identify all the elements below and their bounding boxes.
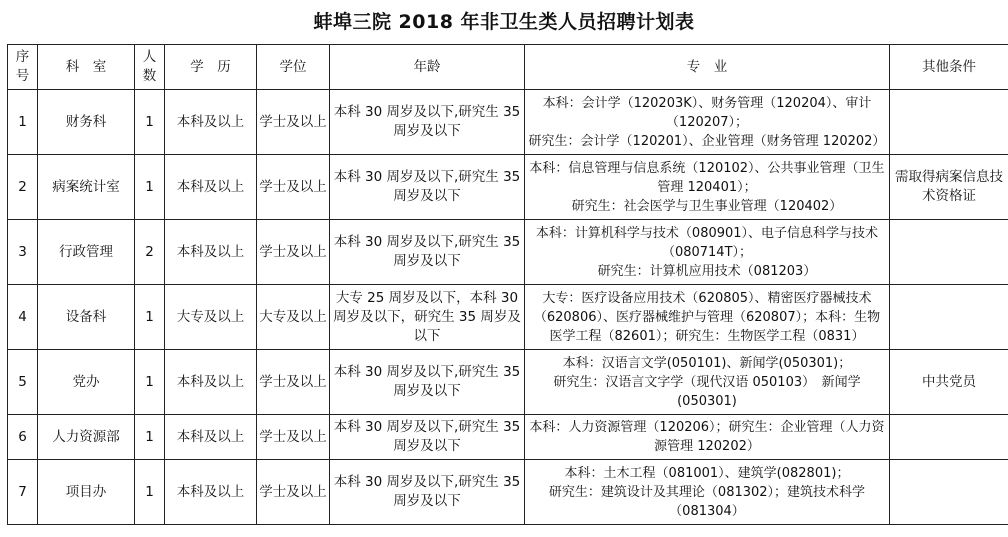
row-age: 本科 30 周岁及以下,研究生 35 周岁及以下 xyxy=(330,155,525,220)
header-degree: 学位 xyxy=(257,45,330,90)
row-index: 5 xyxy=(8,350,38,415)
header-other: 其他条件 xyxy=(890,45,1008,90)
table-row xyxy=(8,285,1008,350)
row-count: 1 xyxy=(135,155,165,220)
row-major xyxy=(525,350,890,415)
table-row xyxy=(8,460,1008,525)
row-count: 1 xyxy=(135,90,165,155)
header-dept: 科 室 xyxy=(38,45,135,90)
row-edu: 本科及以上 xyxy=(165,90,257,155)
row-index: 1 xyxy=(8,90,38,155)
table-row xyxy=(8,155,1008,220)
row-index: 7 xyxy=(8,460,38,525)
header-row xyxy=(8,45,1008,90)
row-edu: 本科及以上 xyxy=(165,460,257,525)
header-age: 年龄 xyxy=(330,45,525,90)
row-count: 1 xyxy=(135,460,165,525)
row-age: 本科 30 周岁及以下,研究生 35 周岁及以下 xyxy=(330,90,525,155)
row-dept: 项目办 xyxy=(38,460,135,525)
major-line: 本科：汉语言文学(050101)、新闻学(050301)； xyxy=(562,355,852,371)
row-age: 大专 25 周岁及以下，本科 30 周岁及以下，研究生 35 周岁及以下 xyxy=(330,285,525,350)
row-count: 1 xyxy=(135,350,165,415)
table-row xyxy=(8,90,1008,155)
row-other xyxy=(890,460,1008,525)
row-dept: 行政管理 xyxy=(38,220,135,285)
row-major xyxy=(525,90,890,155)
row-major xyxy=(525,415,890,460)
table-row xyxy=(8,415,1008,460)
major-line: 本科：信息管理与信息系统（120102）、公共事业管理（卫生管理 120401）； xyxy=(529,160,885,195)
row-major xyxy=(525,285,890,350)
major-line: 本科：会计学（120203K）、财务管理（120204）、审计（120207）； xyxy=(542,95,872,130)
major-line: 研究生：计算机应用技术（081203） xyxy=(597,263,817,279)
row-other xyxy=(890,90,1008,155)
header-edu: 学 历 xyxy=(165,45,257,90)
row-edu: 本科及以上 xyxy=(165,155,257,220)
row-count: 1 xyxy=(135,285,165,350)
row-degree: 学士及以上 xyxy=(257,350,330,415)
row-index: 2 xyxy=(8,155,38,220)
header-count: 人数 xyxy=(135,45,165,90)
row-major xyxy=(525,155,890,220)
row-age: 本科 30 周岁及以下,研究生 35 周岁及以下 xyxy=(330,460,525,525)
header-index: 序号 xyxy=(8,45,38,90)
row-index: 4 xyxy=(8,285,38,350)
row-edu: 大专及以上 xyxy=(165,285,257,350)
row-count: 1 xyxy=(135,415,165,460)
recruitment-table xyxy=(7,44,1008,525)
row-other xyxy=(890,220,1008,285)
page-title: 蚌埠三院 2018 年非卫生类人员招聘计划表 xyxy=(313,11,695,33)
major-line: 本科：计算机科学与技术（080901）、电子信息科学与技术（080714T）； xyxy=(535,225,879,260)
row-edu: 本科及以上 xyxy=(165,220,257,285)
row-dept: 病案统计室 xyxy=(38,155,135,220)
major-line: 研究生：社会医学与卫生事业管理（120402） xyxy=(571,198,843,214)
row-degree: 学士及以上 xyxy=(257,460,330,525)
row-degree: 大专及以上 xyxy=(257,285,330,350)
major-line: 大专：医疗设备应用技术（620805）、精密医疗器械技术（620806）、医疗器械维护与管理（620807）；本科：生物医学工程（82601）；研究生：生物医学工程（0831） xyxy=(533,290,881,344)
row-edu: 本科及以上 xyxy=(165,350,257,415)
row-other: 中共党员 xyxy=(890,350,1008,415)
table-row xyxy=(8,220,1008,285)
row-count: 2 xyxy=(135,220,165,285)
row-age: 本科 30 周岁及以下,研究生 35 周岁及以下 xyxy=(330,220,525,285)
row-age: 本科 30 周岁及以下,研究生 35 周岁及以下 xyxy=(330,415,525,460)
major-line: 研究生：会计学（120201）、企业管理（财务管理 120202） xyxy=(528,133,886,149)
row-index: 3 xyxy=(8,220,38,285)
major-line: 研究生：建筑设计及其理论（081302）；建筑技术科学（081304） xyxy=(548,484,866,519)
row-edu: 本科及以上 xyxy=(165,415,257,460)
row-other: 需取得病案信息技术资格证 xyxy=(890,155,1008,220)
row-dept: 党办 xyxy=(38,350,135,415)
row-other xyxy=(890,415,1008,460)
header-major: 专 业 xyxy=(525,45,890,90)
major-line: 研究生：汉语言文字学（现代汉语 050103） 新闻学(050301) xyxy=(553,374,861,409)
table-row xyxy=(8,350,1008,415)
row-age: 本科 30 周岁及以下,研究生 35 周岁及以下 xyxy=(330,350,525,415)
row-dept: 设备科 xyxy=(38,285,135,350)
row-degree: 学士及以上 xyxy=(257,220,330,285)
row-dept: 人力资源部 xyxy=(38,415,135,460)
row-degree: 学士及以上 xyxy=(257,90,330,155)
row-degree: 学士及以上 xyxy=(257,155,330,220)
row-major xyxy=(525,460,890,525)
row-dept: 财务科 xyxy=(38,90,135,155)
major-line: 本科：土木工程（081001）、建筑学(082801)； xyxy=(564,465,850,481)
row-major xyxy=(525,220,890,285)
row-degree: 学士及以上 xyxy=(257,415,330,460)
row-index: 6 xyxy=(8,415,38,460)
major-line: 本科：人力资源管理（120206）；研究生：企业管理（人力资源管理 120202） xyxy=(529,420,885,454)
row-other xyxy=(890,285,1008,350)
